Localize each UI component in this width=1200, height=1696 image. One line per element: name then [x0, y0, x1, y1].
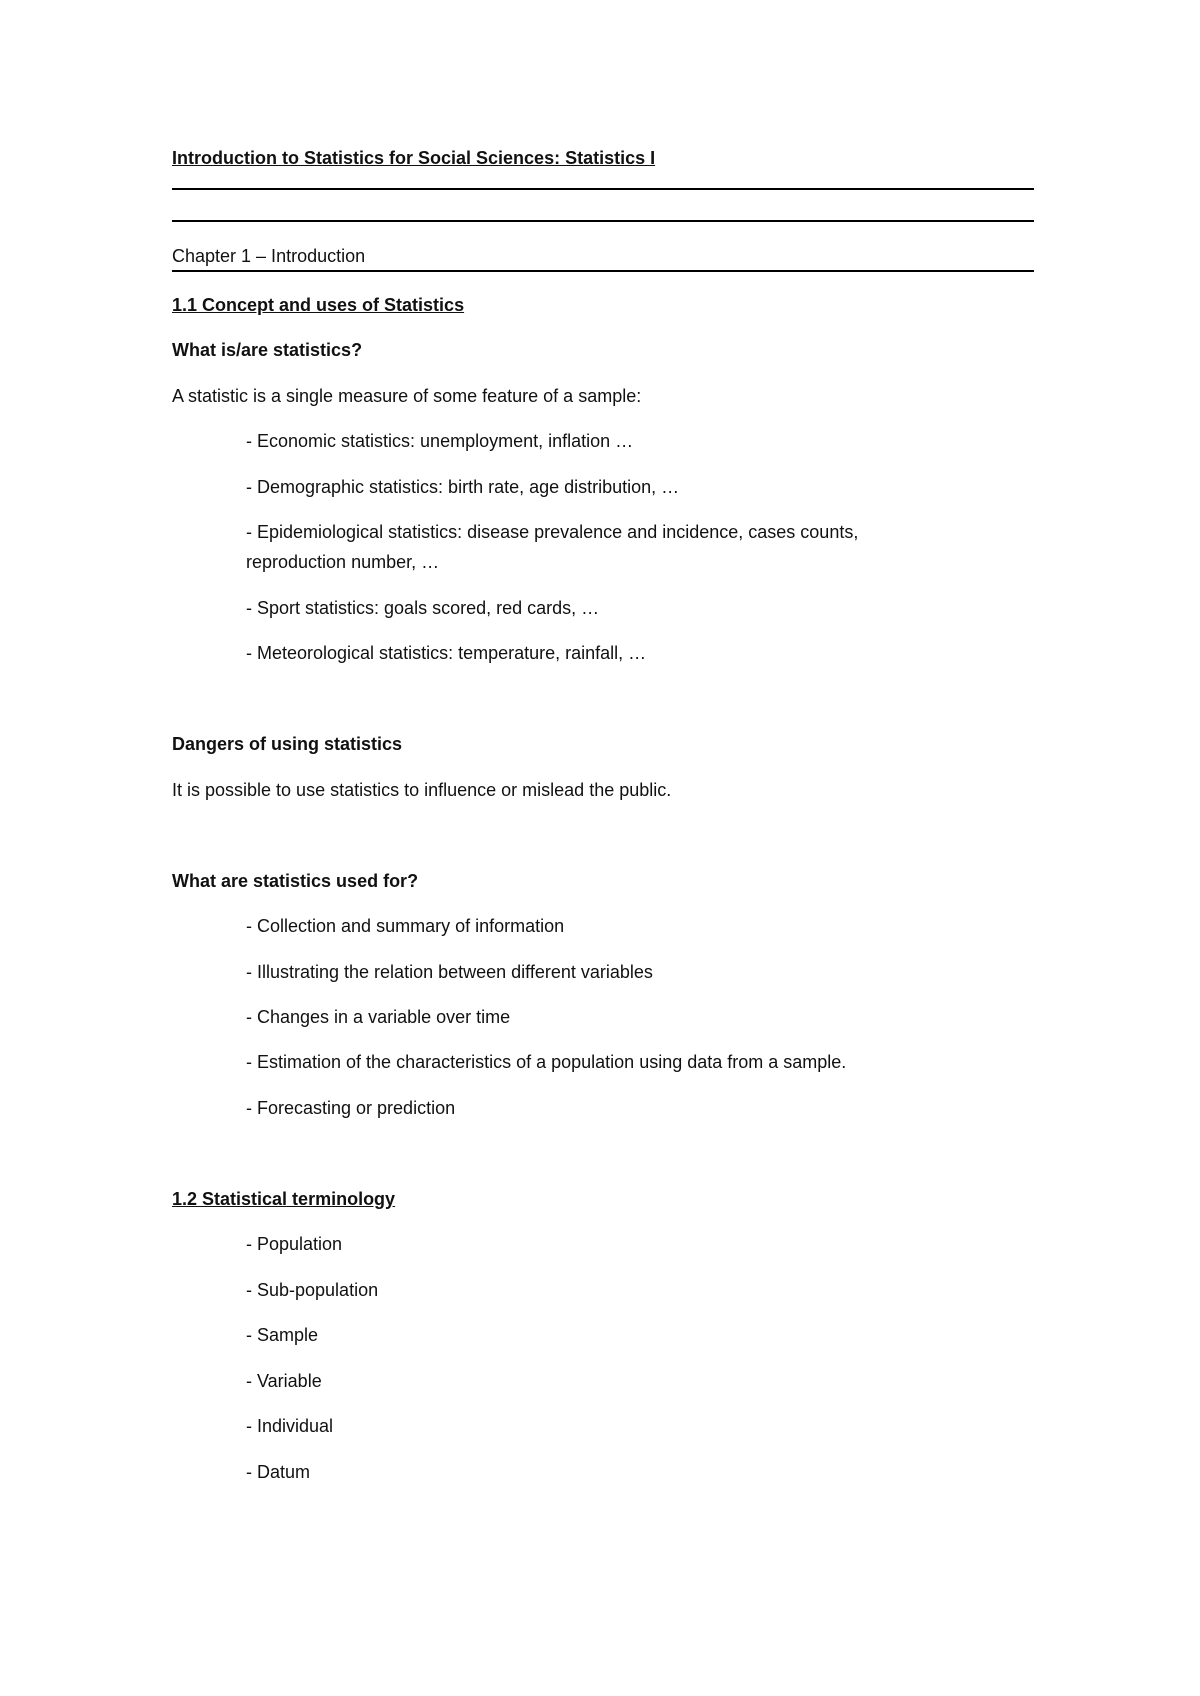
list-item: - Epidemiological statistics: disease prevalence and incidence, cases counts, [246, 522, 859, 542]
list-item: - Economic statistics: unemployment, inflation … [246, 431, 634, 451]
list-item: - Collection and summary of information [246, 916, 565, 936]
subheading: What are statistics used for? [172, 871, 419, 891]
list-item: - Illustrating the relation between different variables [246, 962, 653, 982]
list-item: - Demographic statistics: birth rate, age distribution, … [246, 477, 680, 497]
section-heading: 1.2 Statistical terminology [172, 1189, 396, 1209]
list-item-continuation: reproduction number, … [246, 552, 440, 572]
horizontal-rule [172, 188, 1034, 190]
list-item: - Meteorological statistics: temperature, rainfall, … [246, 643, 647, 663]
horizontal-rule [172, 270, 1034, 272]
list-item: - Sub-population [246, 1280, 379, 1300]
section-heading: 1.1 Concept and uses of Statistics [172, 295, 465, 315]
list-item: - Population [246, 1234, 343, 1254]
list-item: - Sample [246, 1325, 319, 1345]
subheading: Dangers of using statistics [172, 734, 403, 754]
list-item: - Variable [246, 1371, 322, 1391]
chapter-heading: Chapter 1 – Introduction [172, 246, 366, 266]
list-item: - Estimation of the characteristics of a population using data from a sample. [246, 1052, 847, 1072]
list-item: - Changes in a variable over time [246, 1007, 511, 1027]
list-item: - Sport statistics: goals scored, red cards, … [246, 598, 600, 618]
list-item: - Individual [246, 1416, 334, 1436]
subheading: What is/are statistics? [172, 340, 363, 360]
body-text: It is possible to use statistics to influence or mislead the public. [172, 780, 672, 800]
list-item: - Forecasting or prediction [246, 1098, 456, 1118]
horizontal-rule [172, 220, 1034, 222]
definition-text: A statistic is a single measure of some feature of a sample: [172, 386, 642, 406]
list-item: - Datum [246, 1462, 311, 1482]
document-title: Introduction to Statistics for Social Sciences: Statistics I [172, 148, 656, 168]
